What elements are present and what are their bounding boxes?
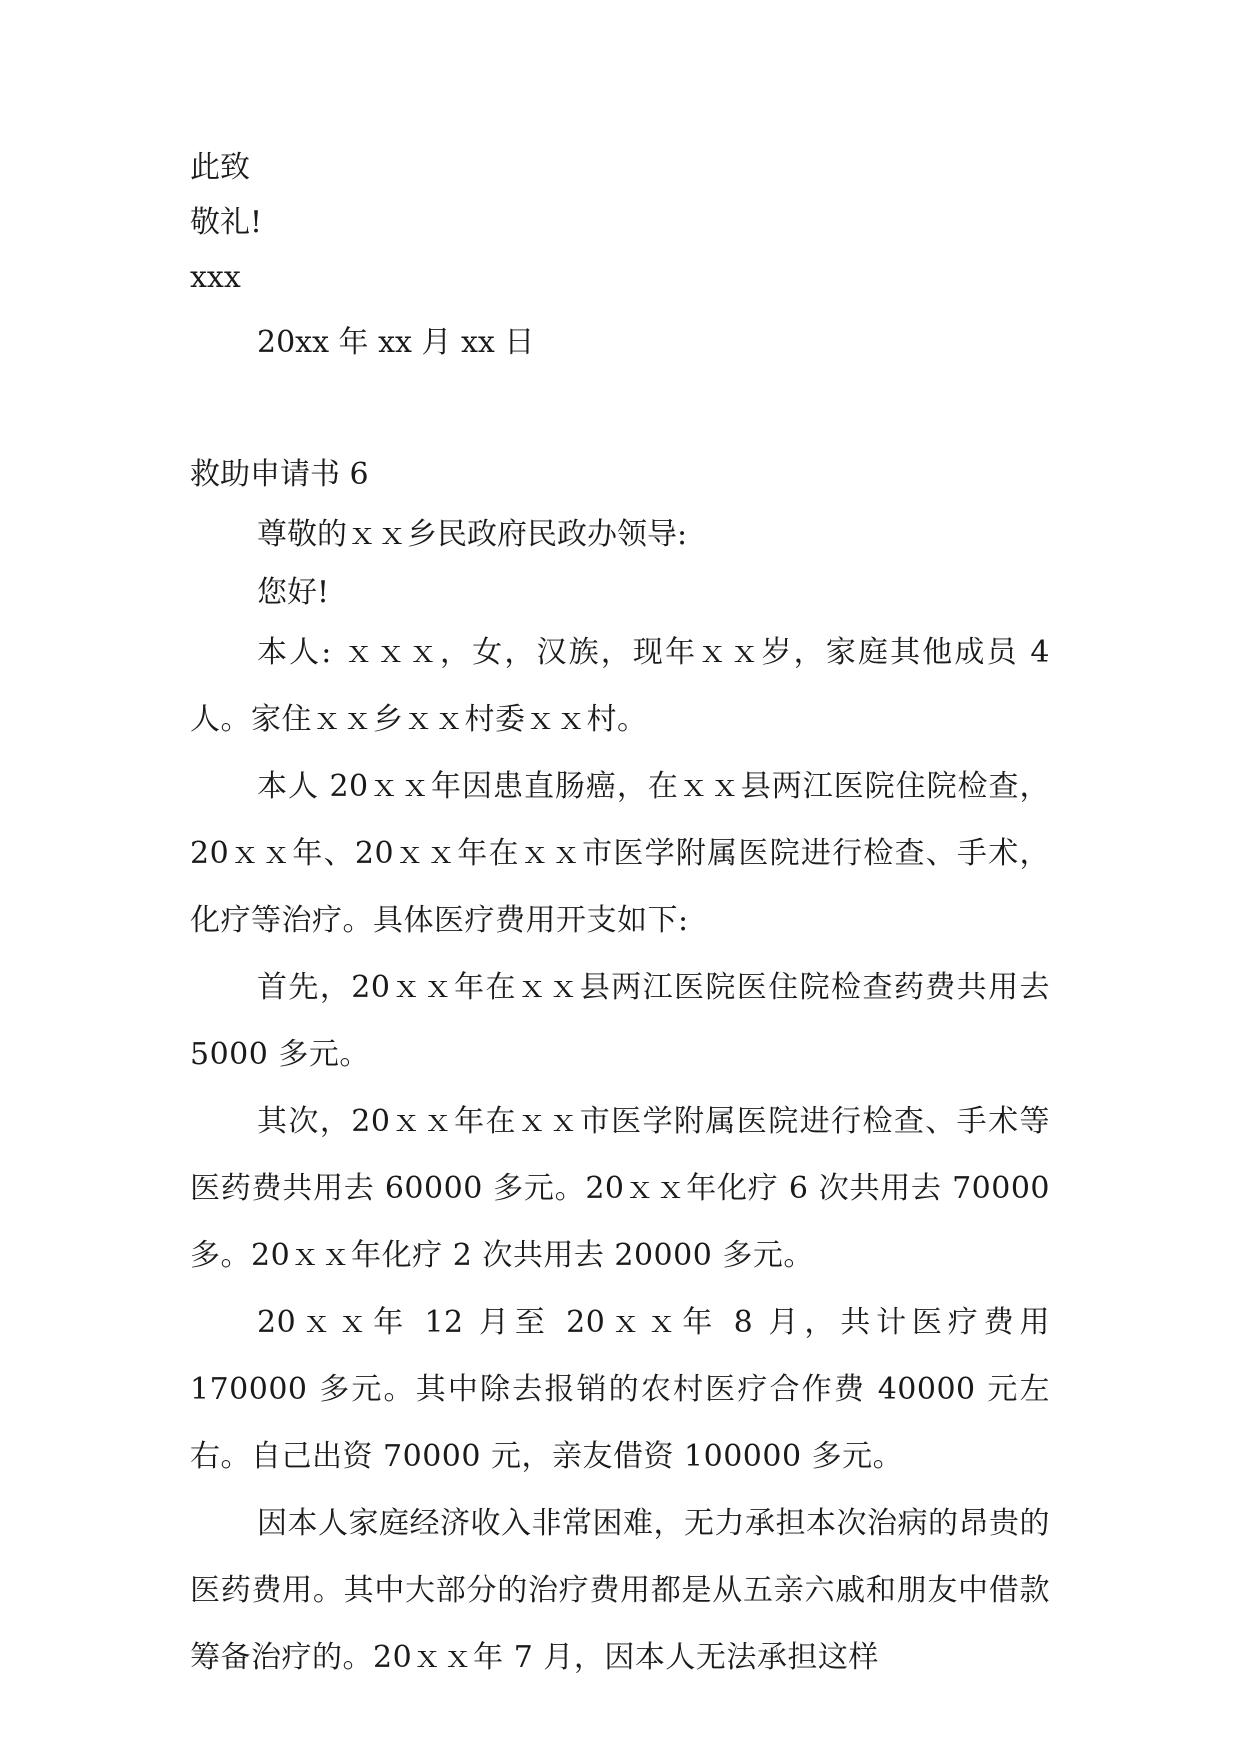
body-paragraph: 20ｘｘ年 12 月至 20ｘｘ年 8 月，共计医疗费用 170000 多元。其中除去报销的农村医疗合作费 40000 元左右。自己出资 70000 元，亲友借资 100000 多元。 (190, 1305, 1050, 1474)
letter-salutation: 尊敬的ｘｘ乡民政府民政办领导: (257, 517, 688, 552)
body-paragraph: 其次，20ｘｘ年在ｘｘ市医学附属医院进行检查、手术等医药费共用去 60000 多元。20ｘｘ年化疗 6 次共用去 70000 多。20ｘｘ年化疗 2 次共用去 20000 多元。 (190, 1104, 1050, 1273)
letter-title: 救助申请书 6 (190, 457, 369, 492)
body-paragraph: 因本人家庭经济收入非常困难，无力承担本次治病的昂贵的医药费用。其中大部分的治疗费用都是从五亲六戚和朋友中借款筹备治疗的。20ｘｘ年 7 月，因本人无法承担这样 (190, 1506, 1050, 1675)
closing-line-2: 敬礼! (190, 205, 263, 240)
letter-greeting: 您好! (257, 575, 330, 610)
body-paragraph: 首先，20ｘｘ年在ｘｘ县两江医院医住院检查药费共用去 5000 多元。 (190, 970, 1050, 1072)
closing-line-1: 此致 (190, 150, 250, 185)
body-paragraph: 本人 20ｘｘ年因患直肠癌，在ｘｘ县两江医院住院检查，20ｘｘ年、20ｘｘ年在ｘｘ市医学附属医院进行检查、手术，化疗等治疗。具体医疗费用开支如下: (190, 769, 1050, 938)
letter-body (190, 619, 1050, 1691)
signature: xxx (190, 260, 241, 295)
letter-date: 20xx 年 xx 月 xx 日 (257, 325, 535, 360)
body-paragraph: 本人: ｘｘｘ，女，汉族，现年ｘｘ岁，家庭其他成员 4 人。家住ｘｘ乡ｘｘ村委ｘｘ村。 (190, 635, 1050, 737)
